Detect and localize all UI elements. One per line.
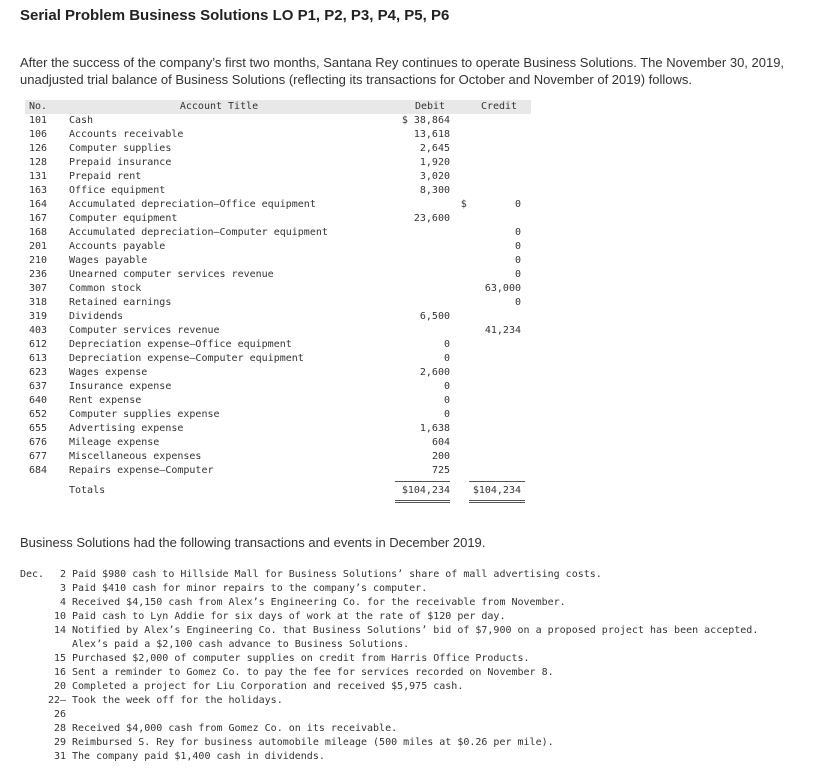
transaction-text: Purchased $2,000 of computer supplies on credit from Harris Office Products. xyxy=(72,653,530,664)
account-number: 640 xyxy=(29,395,48,406)
account-title: Retained earnings xyxy=(69,297,172,308)
account-number: 201 xyxy=(29,241,48,252)
account-title: Wages payable xyxy=(69,255,148,266)
debit-amount: 23,600 xyxy=(413,213,450,224)
transaction-text: Received $4,150 cash from Alex’s Engineering Co. for the receivable from November. xyxy=(72,597,566,608)
account-number: 319 xyxy=(29,311,48,322)
account-number: 131 xyxy=(29,171,48,182)
debit-amount: $ 38,864 xyxy=(401,115,450,126)
header-no: No. xyxy=(29,101,48,112)
debit-amount: 0 xyxy=(443,353,450,364)
transaction-day: 16 xyxy=(53,667,66,678)
account-number: 637 xyxy=(29,381,48,392)
credit-amount: 0 xyxy=(514,255,521,266)
account-number: 677 xyxy=(29,451,48,462)
intro-paragraph: After the success of the company’s first two months, Santana Rey continues to operate Business Solutions. The November 30, 2019, unadjusted trial balance of Business Solutions (reflecting its transactions for October and November of 2019) follows. xyxy=(20,55,785,87)
credit-amount: 0 xyxy=(514,227,521,238)
transaction-day: 2 xyxy=(59,569,66,580)
debit-amount: 0 xyxy=(443,339,450,350)
transaction-text: Paid $410 cash for minor repairs to the company’s computer. xyxy=(72,583,428,594)
account-title: Unearned computer services revenue xyxy=(69,269,274,280)
debit-amount: 6,500 xyxy=(419,311,450,322)
transaction-text: The company paid $1,400 cash in dividends. xyxy=(72,751,325,762)
credit-total-rule xyxy=(469,481,525,482)
account-title: Miscellaneous expenses xyxy=(69,451,202,462)
account-number: 307 xyxy=(29,283,48,294)
transaction-day: 14 xyxy=(53,625,66,636)
account-number: 655 xyxy=(29,423,48,434)
debit-amount: 13,618 xyxy=(413,129,450,140)
debit-double-rule xyxy=(395,502,450,503)
account-title: Accounts payable xyxy=(69,241,166,252)
account-title: Advertising expense xyxy=(69,423,184,434)
debit-amount: 725 xyxy=(431,465,450,476)
debit-amount: 1,638 xyxy=(419,423,450,434)
debit-amount: 200 xyxy=(431,451,450,462)
page-title: Serial Problem Business Solutions LO P1, P2, P3, P4, P5, P6 xyxy=(20,7,450,24)
account-number: 126 xyxy=(29,143,48,154)
transaction-day: 22– xyxy=(47,695,66,706)
debit-amount: 604 xyxy=(431,437,450,448)
account-title: Prepaid insurance xyxy=(69,157,172,168)
account-title: Prepaid rent xyxy=(69,171,142,182)
transaction-text: Reimbursed S. Rey for business automobile mileage (500 miles at $0.26 per mile). xyxy=(72,737,554,748)
account-title: Accumulated depreciation—Computer equipment xyxy=(69,227,328,238)
account-number: 684 xyxy=(29,465,48,476)
debit-amount: 0 xyxy=(443,409,450,420)
account-number: 101 xyxy=(29,115,48,126)
account-title: Accounts receivable xyxy=(69,129,184,140)
account-number: 236 xyxy=(29,269,48,280)
transaction-month: Dec. xyxy=(20,569,45,580)
debit-total-rule xyxy=(395,481,450,482)
account-number: 623 xyxy=(29,367,48,378)
totals-label: Totals xyxy=(69,485,106,496)
transaction-text: Took the week off for the holidays. xyxy=(72,695,283,706)
account-number: 403 xyxy=(29,325,48,336)
account-title: Mileage expense xyxy=(69,437,160,448)
account-title: Rent expense xyxy=(69,395,142,406)
account-title: Accumulated depreciation—Office equipment xyxy=(69,199,316,210)
account-number: 128 xyxy=(29,157,48,168)
credit-amount: $ 0 xyxy=(460,199,521,210)
account-number: 168 xyxy=(29,227,48,238)
transaction-day: 10 xyxy=(53,611,66,622)
totals-credit: $104,234 xyxy=(472,485,521,496)
header-account-title: Account Title xyxy=(179,101,259,112)
account-number: 613 xyxy=(29,353,48,364)
debit-amount: 8,300 xyxy=(419,185,450,196)
debit-amount: 2,600 xyxy=(419,367,450,378)
transaction-text: Paid $980 cash to Hillside Mall for Business Solutions’ share of mall advertising costs. xyxy=(72,569,602,580)
account-number: 164 xyxy=(29,199,48,210)
account-title: Computer supplies xyxy=(69,143,172,154)
credit-double-rule xyxy=(469,502,525,503)
account-title: Dividends xyxy=(69,311,124,322)
account-title: Wages expense xyxy=(69,367,148,378)
header-debit: Debit xyxy=(414,101,446,112)
transaction-text: Notified by Alex’s Engineering Co. that Business Solutions’ bid of $7,900 on a proposed project has been accepted. xyxy=(72,625,759,636)
transaction-text: Completed a project for Liu Corporation and received $5,975 cash. xyxy=(72,681,464,692)
credit-amount: 41,234 xyxy=(484,325,521,336)
transaction-day: 4 xyxy=(59,597,66,608)
transaction-day: 31 xyxy=(53,751,66,762)
debit-amount: 0 xyxy=(443,381,450,392)
account-number: 210 xyxy=(29,255,48,266)
transaction-text: Sent a reminder to Gomez Co. to pay the fee for services recorded on November 8. xyxy=(72,667,554,678)
credit-double-rule xyxy=(469,500,525,501)
account-title: Cash xyxy=(69,115,94,126)
account-title: Computer services revenue xyxy=(69,325,220,336)
account-number: 676 xyxy=(29,437,48,448)
account-title: Common stock xyxy=(69,283,142,294)
account-title: Insurance expense xyxy=(69,381,172,392)
credit-amount: 63,000 xyxy=(484,283,521,294)
account-number: 612 xyxy=(29,339,48,350)
account-title: Depreciation expense—Office equipment xyxy=(69,339,292,350)
account-title: Depreciation expense—Computer equipment xyxy=(69,353,304,364)
totals-debit: $104,234 xyxy=(401,485,450,496)
credit-amount: 0 xyxy=(514,269,521,280)
debit-amount: 0 xyxy=(443,395,450,406)
credit-amount: 0 xyxy=(514,241,521,252)
transaction-day: 15 xyxy=(53,653,66,664)
transaction-day: 29 xyxy=(53,737,66,748)
account-title: Computer equipment xyxy=(69,213,178,224)
header-credit: Credit xyxy=(480,101,518,112)
transactions-intro: Business Solutions had the following transactions and events in December 2019. xyxy=(20,535,486,550)
transaction-text: Received $4,000 cash from Gomez Co. on its receivable. xyxy=(72,723,398,734)
account-number: 106 xyxy=(29,129,48,140)
account-number: 163 xyxy=(29,185,48,196)
debit-amount: 2,645 xyxy=(419,143,450,154)
account-title: Repairs expense—Computer xyxy=(69,465,214,476)
account-number: 318 xyxy=(29,297,48,308)
credit-amount: 0 xyxy=(514,297,521,308)
account-number: 167 xyxy=(29,213,48,224)
transaction-day: 28 xyxy=(53,723,66,734)
transaction-day: 3 xyxy=(59,583,66,594)
transaction-text: Paid cash to Lyn Addie for six days of work at the rate of $120 per day. xyxy=(72,611,506,622)
debit-amount: 3,020 xyxy=(419,171,450,182)
debit-double-rule xyxy=(395,500,450,501)
transaction-day: 20 xyxy=(53,681,66,692)
transaction-text: Alex’s paid a $2,100 cash advance to Business Solutions. xyxy=(72,639,410,650)
transaction-day: 26 xyxy=(53,709,66,720)
account-title: Office equipment xyxy=(69,185,166,196)
debit-amount: 1,920 xyxy=(419,157,450,168)
account-title: Computer supplies expense xyxy=(69,409,220,420)
account-number: 652 xyxy=(29,409,48,420)
